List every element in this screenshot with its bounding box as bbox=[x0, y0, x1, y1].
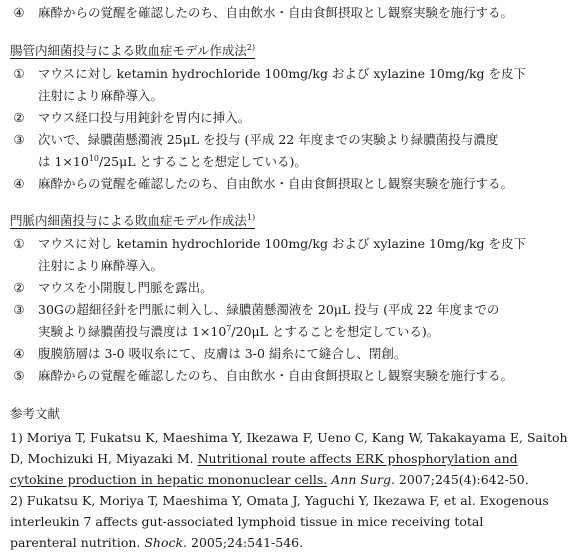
references-title: 参考文献 bbox=[10, 406, 61, 421]
step-text: マウス経口投与用鈍針を胃内に挿入。 bbox=[38, 110, 251, 125]
step-text: 麻酔からの覚醒を確認したのち、自由飲水・自由食餌摂取とし観察実験を施行する。 bbox=[38, 176, 514, 191]
reference-article-title: Nutritional route affects ERK phosphorylation and bbox=[197, 451, 518, 466]
reference-article-title: cytokine production in hepatic mononuclear cells. bbox=[10, 472, 328, 487]
section1-heading-text: 腸管内細菌投与による敗血症モデル作成法 bbox=[10, 43, 247, 58]
step-number: ① bbox=[13, 236, 25, 251]
exponent: 7 bbox=[226, 323, 232, 333]
text-part: parenteral nutrition. bbox=[10, 535, 145, 550]
text-part: は 1×10 bbox=[38, 154, 89, 169]
reference-journal: Ann Surg. bbox=[331, 472, 395, 487]
reference-text bbox=[10, 469, 529, 491]
exponent: 10 bbox=[88, 153, 99, 163]
section2-heading-ref: 1) bbox=[246, 212, 256, 222]
reference-journal: Shock. bbox=[144, 535, 188, 550]
section1-heading-ref: 2) bbox=[246, 42, 256, 52]
step-number: ④ bbox=[13, 5, 25, 20]
step-text: 腹膜筋層は 3-0 吸収糸にて、皮膚は 3-0 絹糸にて縫合し、閉創。 bbox=[38, 346, 407, 361]
step-text: 麻酔からの覚醒を確認したのち、自由飲水・自由食餌摂取とし観察実験を施行する。 bbox=[38, 5, 514, 20]
text-part: 実験より緑膿菌投与濃度は 1×10 bbox=[38, 324, 227, 339]
reference-text: interleukin 7 affects gut-associated lymphoid tissue in mice receiving total bbox=[10, 514, 484, 529]
step-text-continued bbox=[38, 151, 307, 173]
step-text: 30Gの超細径針を門脈に刺入し、緑膿菌懸濁液を 20μL 投与 (平成 22 年度までの bbox=[38, 302, 500, 317]
step-number: ② bbox=[13, 110, 25, 125]
section2-heading bbox=[10, 210, 255, 232]
step-text: マウスに対し ketamin hydrochloride 100mg/kg および xylazine 10mg/kg を皮下 bbox=[38, 66, 526, 81]
section1-heading bbox=[10, 40, 255, 62]
reference-text: 2) Fukatsu K, Moriya T, Maeshima Y, Omata J, Yaguchi Y, Ikezawa F, et al. Exogenous bbox=[10, 493, 549, 508]
reference-text: 1) Moriya T, Fukatsu K, Maeshima Y, Ikezawa F, Ueno C, Kang W, Takakayama E, Saitoh bbox=[10, 430, 568, 445]
step-text: 次いで、緑膿菌懸濁液 25μL を投与 (平成 22 年度までの実験より緑膿菌投与濃度 bbox=[38, 132, 499, 147]
text-part: 2007;245(4):642-50. bbox=[394, 472, 529, 487]
step-number: ⑤ bbox=[13, 368, 25, 383]
step-text-continued: 注射により麻酔導入。 bbox=[38, 258, 164, 273]
text-part: D, Mochizuki H, Miyazaki M. bbox=[10, 451, 198, 466]
step-text-continued bbox=[38, 321, 439, 343]
step-number: ① bbox=[13, 66, 25, 81]
step-text: 麻酔からの覚醒を確認したのち、自由飲水・自由食餌摂取とし観察実験を施行する。 bbox=[38, 368, 514, 383]
text-part: /25μL とすることを想定している)。 bbox=[99, 154, 307, 169]
reference-text bbox=[10, 532, 303, 554]
step-number: ② bbox=[13, 280, 25, 295]
step-number: ④ bbox=[13, 176, 25, 191]
section2-heading-text: 門脈内細菌投与による敗血症モデル作成法 bbox=[10, 213, 247, 228]
text-part: /20μL とすることを想定している)。 bbox=[231, 324, 440, 339]
step-text: マウスに対し ketamin hydrochloride 100mg/kg および xylazine 10mg/kg を皮下 bbox=[38, 236, 526, 251]
step-number: ③ bbox=[13, 302, 25, 317]
text-part: 2005;24:541-546. bbox=[187, 535, 304, 550]
step-text: マウスを小開腹し門脈を露出。 bbox=[38, 280, 213, 295]
step-number: ④ bbox=[13, 346, 25, 361]
reference-text bbox=[10, 448, 518, 470]
step-number: ③ bbox=[13, 132, 25, 147]
step-text-continued: 注射により麻酔導入。 bbox=[38, 88, 164, 103]
